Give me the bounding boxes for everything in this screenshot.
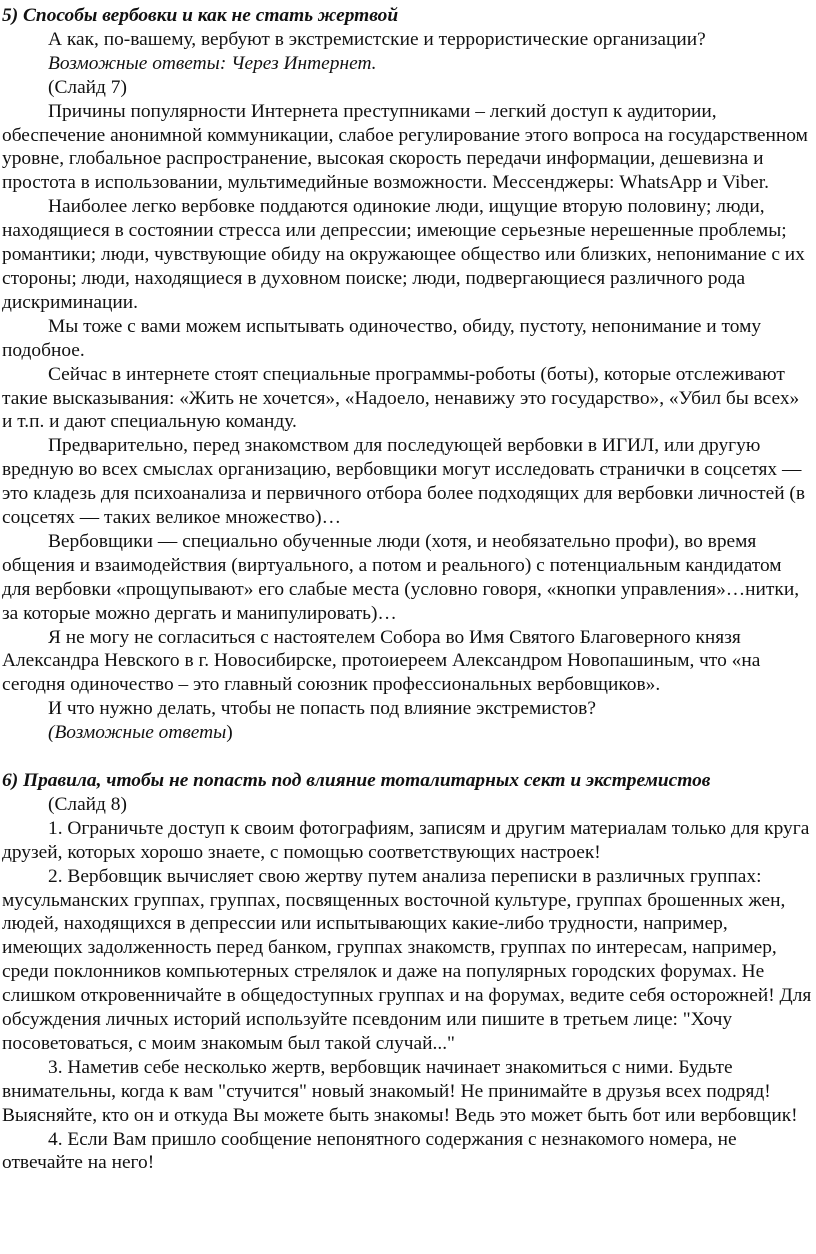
section-6-heading: 6) Правила, чтобы не попасть под влияние тоталитарных сект и экстремистов bbox=[2, 769, 711, 791]
rule-1: 1. Ограничьте доступ к своим фотографиям, записям и другим материалам только для круга друзей, которых хорошо знаете, с помощью соответствующих настроек! bbox=[2, 817, 810, 863]
section-5-heading: 5) Способы вербовки и как не стать жертвой bbox=[2, 5, 399, 26]
answer-text: : Через Интернет. bbox=[219, 52, 377, 74]
paragraph-bots: Сейчас в интернете стоят специальные программы-роботы (боты), которые отслеживают такие высказывания: «Жить не хочется», «Надоело, ненавижу это государство», «Убил бы всех» и т.п. и дают специальную команду. bbox=[2, 363, 800, 433]
answer-label: Возможные ответы bbox=[48, 52, 220, 74]
slide-7-label: (Слайд 7) bbox=[48, 76, 127, 98]
paragraph-internet-reasons: Причины популярности Интернета преступниками – легкий доступ к аудитории, обеспечение анонимной коммуникации, слабое регулирование этого вопроса на государственном уровне, глобальное распространение, высокая скорость передачи информации, дешевизна и простота в использовании, мультимедийные возможности. Мессенджеры: WhatsApp и Viber. bbox=[2, 100, 808, 194]
rule-3: 3. Наметив себе несколько жертв, вербовщик начинает знакомиться с ними. Будьте внимательны, когда к вам "стучится" новый знакомый! Не принимайте в друзья всех подряд! Выясняйте, кто он и откуда Вы можете быть знакомы! Ведь это может быть бот или вербовщик! bbox=[2, 1056, 798, 1126]
rule-2: 2. Вербовщик вычисляет свою жертву путем анализа переписки в различных группах: мусульманских группах, группах, посвященных восточной культуре, группах брошенных жен, людей, находящихся в депрессии или испытывающих какие-либо трудности, например, имеющих задолженность перед банком, группах знакомств, группах по интересам, например, среди поклонников компьютерных стрелялок и даже на популярных городских форумах. Не слишком откровенничайте в общедоступных группах и на форумах, ведите себя осторожней! Для обсуждения личных историй используйте псевдоним или пишите в третьем лице: "Хочу посоветоваться, с моим знакомым был такой случай..." bbox=[2, 865, 812, 1054]
paragraph-loneliness: Мы тоже с вами можем испытывать одиночество, обиду, пустоту, непонимание и тому подобное. bbox=[2, 315, 762, 361]
possible-answers-italic: (Возможные ответы bbox=[48, 722, 227, 744]
paragraph-recruiters: Вербовщики — специально обученные люди (хотя, и необязательно профи), во время общения и взаимодействия (виртуального, а потом и реального) с потенциальным кандидатом для вербовки «прощупывают» его слабые места (условно говоря, «кнопки управления»…нитки, за которые можно дергать и манипулировать)… bbox=[2, 530, 800, 624]
paragraph-social-networks: Предварительно, перед знакомством для последующей вербовки в ИГИЛ, или другую вредную во всех смыслах организацию, вербовщики могут исследовать странички в соцсетях — это кладезь для психоанализа и первичного отбора более подходящих для вербовки личностей (в соцсетях — таких великое множество)… bbox=[2, 435, 806, 529]
slide-8-label: (Слайд 8) bbox=[48, 793, 127, 815]
paragraph-possible-answers bbox=[2, 721, 812, 745]
paragraph-question: И что нужно делать, чтобы не попасть под влияние экстремистов? bbox=[48, 698, 596, 720]
section-5-question: А как, по-вашему, вербуют в экстремистские и террористические организации? bbox=[48, 28, 706, 50]
rule-4: 4. Если Вам пришло сообщение непонятного содержания с незнакомого номера, не отвечайте на него! bbox=[2, 1128, 737, 1174]
paragraph-vulnerable-people: Наиболее легко вербовке поддаются одинокие люди, ищущие вторую половину; люди, находящиеся в состоянии стресса или депрессии; имеющие серьезные нерешенные проблемы; романтики; люди, чувствующие обиду на окружающее общество или близких, непонимание с их стороны; люди, находящиеся в духовном поиске; люди, подвергающиеся различного рода дискриминации. bbox=[2, 196, 805, 313]
possible-answers-tail: ) bbox=[226, 722, 233, 744]
section-gap bbox=[2, 745, 812, 769]
paragraph-quote: Я не могу не согласиться с настоятелем Собора во Имя Святого Благоверного князя Александра Невского в г. Новосибирске, протоиереем Александром Новопашиным, что «на сегодня одиночество – это главный союзник профессиональных вербовщиков». bbox=[2, 626, 761, 696]
section-5-answer bbox=[2, 52, 812, 76]
